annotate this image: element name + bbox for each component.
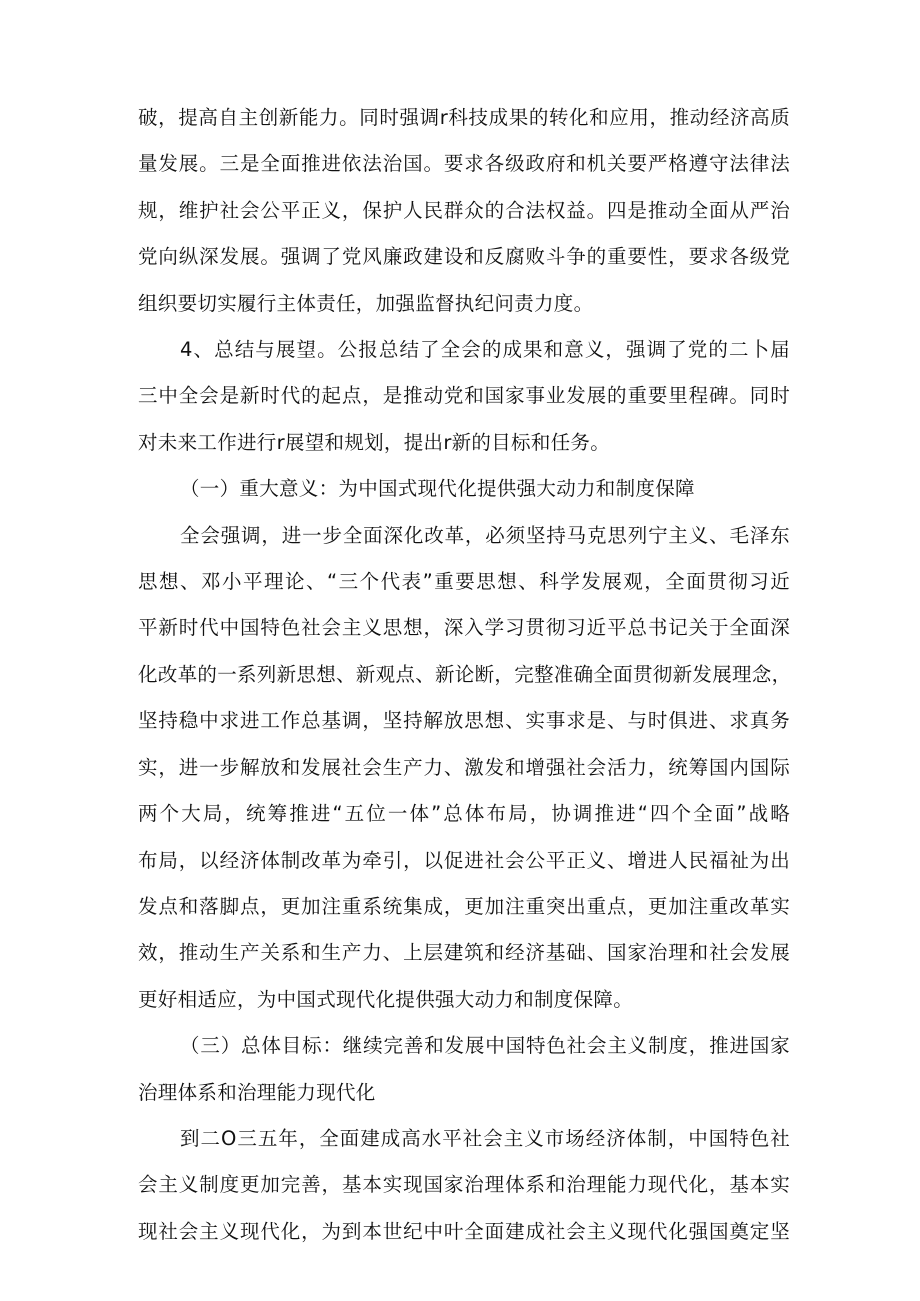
text-line: 坚持稳中求进工作总基调，坚持解放思想、实事求是、与时俱进、求真务 [138,709,790,733]
text-line: 布局，以经济体制改革为牵引，以促进社会公平正义、增进人民福祉为出 [138,848,790,872]
text-line: 两个大局，统筹推进“五位一体”总体布局，协调推进“四个全面”战略 [138,802,790,826]
text-line: 思想、邓小平理论、“三个代表”重要思想、科学发展观，全面贯彻习近 [138,570,790,594]
text-line: 会主义制度更加完善，基本实现国家治理体系和治理能力现代化，基本实 [138,1173,790,1197]
text-line: 实，进一步解放和发展社会生产力、激发和增强社会活力，统筹国内国际 [138,755,790,779]
text-line: 化改革的一系列新思想、新观点、新论断，完整准确全面贯彻新发展理念， [138,662,792,686]
text-line: 量发展。三是全面推进依法治国。要求各级政府和机关要严格遵守法律法 [138,152,790,176]
text-line: 更好相适应，为中国式现代化提供强大动力和制度保障。 [138,987,634,1011]
text-line: 规，维护社会公平正义，保护人民群众的合法权益。四是推动全面从严治 [138,198,790,222]
heading-line: （三）总体目标：继续完善和发展中国特色社会主义制度，推进国家 [180,1034,790,1058]
paragraph-summary-outlook [138,327,790,466]
text-line: 党向纵深发展。强调了党风廉政建设和反腐败斗争的重要性，要求各级党 [138,245,790,269]
document-body [138,95,790,1255]
heading-line: （一）重大意义：为中国式现代化提供强大动力和制度保障 [180,477,695,501]
text-line: 全会强调，进一步全面深化改革，必须坚持马克思列宁主义、毛泽东 [180,523,790,547]
text-line: 4、总结与展望。公报总结了全会的成果和意义，强调了党的二卜届 [180,338,790,362]
text-line: 到二O三五年，全面建成高水平社会主义市场经济体制，中国特色社 [180,1126,790,1150]
heading-line: 治理体系和治理能力现代化 [138,1080,376,1104]
text-line: 效，推动生产关系和生产力、上层建筑和经济基础、国家治理和社会发展 [138,941,790,965]
text-line: 平新时代中国特色社会主义思想，深入学习贯彻习近平总书记关于全面深 [138,616,790,640]
text-line: 对未来工作进行r展望和规划，提出r新的目标和任务。 [138,430,611,454]
section-heading-overall-goal [138,1023,790,1116]
text-line: 组织要切实履行主体责任，加强监督执纪问责力度。 [138,291,594,315]
paragraph-significance-body [138,513,790,1023]
paragraph-innovation-rule-of-law [138,95,790,327]
text-line: 发点和落脚点，更加注重系统集成，更加注重突出重点，更加注重改革实 [138,894,790,918]
section-heading-significance [138,466,790,512]
text-line: 现社会主义现代化，为到本世纪中叶全面建成社会主义现代化强国奠定坚 [138,1219,790,1243]
text-line: 三中全会是新时代的起点，是推动党和国家事业发展的重要里程碑。同时 [138,384,790,408]
text-line: 破，提高自主创新能力。同时强调r科技成果的转化和应用，推动经济高质 [138,106,790,129]
paragraph-overall-goal-body [138,1116,790,1255]
